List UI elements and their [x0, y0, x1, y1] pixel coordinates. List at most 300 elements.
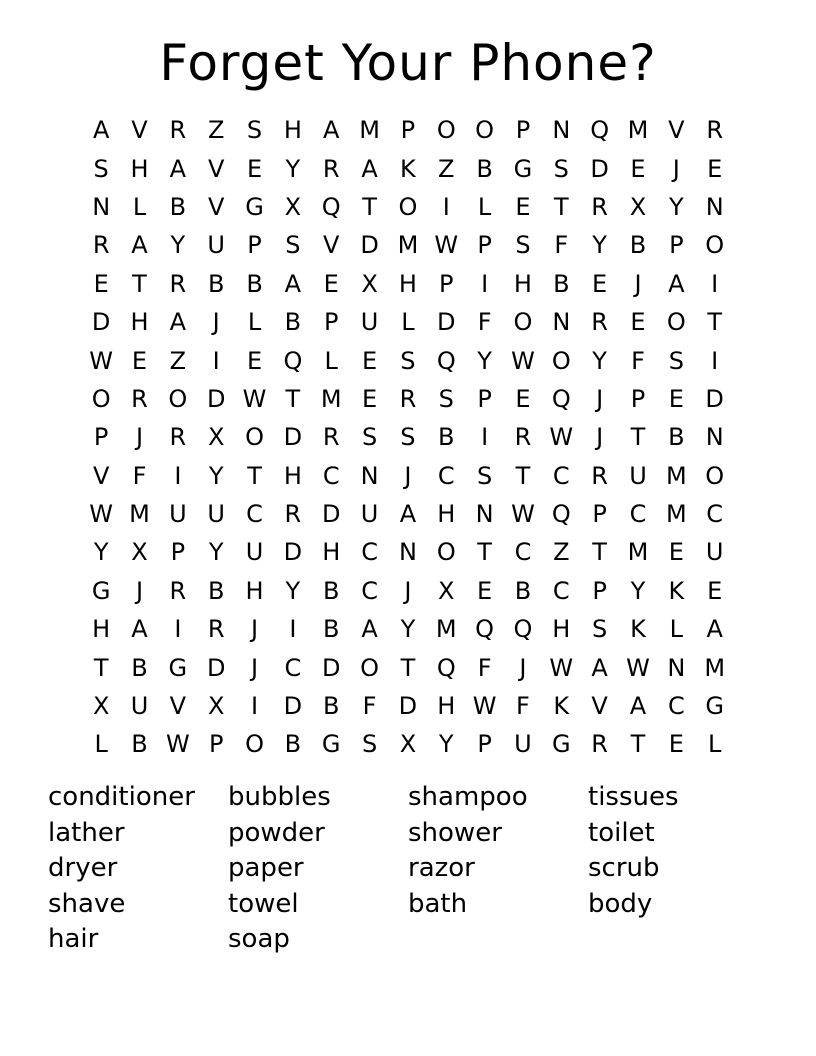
grid-cell[interactable]: A — [361, 154, 378, 183]
grid-cell[interactable]: A — [323, 116, 340, 145]
grid-cell[interactable]: J — [519, 653, 527, 682]
grid-cell[interactable]: R — [591, 192, 608, 221]
grid-cell[interactable]: O — [91, 384, 111, 413]
grid-cell[interactable]: M — [397, 231, 419, 260]
grid-cell[interactable]: D — [398, 692, 418, 721]
grid-cell[interactable]: O — [513, 308, 533, 337]
grid-cell[interactable]: X — [207, 692, 225, 721]
grid-cell[interactable]: Q — [475, 615, 495, 644]
grid-cell[interactable]: X — [438, 576, 455, 605]
grid-cell[interactable]: A — [399, 500, 417, 529]
grid-cell[interactable]: Y — [285, 154, 301, 183]
grid-cell[interactable]: D — [705, 384, 724, 413]
grid-row — [82, 687, 734, 725]
grid-cell[interactable]: L — [94, 730, 108, 759]
grid-cell[interactable]: N — [705, 192, 724, 221]
grid-cell[interactable]: H — [130, 154, 149, 183]
grid-cell[interactable]: U — [360, 500, 379, 529]
grid-cell[interactable]: S — [93, 154, 109, 183]
grid-cell[interactable]: X — [207, 423, 225, 452]
grid-cell[interactable]: H — [437, 692, 456, 721]
grid-cell[interactable]: A — [131, 231, 148, 260]
grid-cell[interactable]: V — [323, 231, 340, 260]
grid-cell[interactable]: R — [706, 116, 724, 145]
grid-cell[interactable]: Y — [438, 730, 454, 759]
grid-cell[interactable]: W — [89, 500, 114, 529]
word-column — [48, 780, 228, 958]
grid-cell[interactable]: U — [169, 500, 187, 529]
grid-cell[interactable]: U — [514, 730, 532, 759]
grid-cell[interactable]: B — [131, 653, 148, 682]
grid-cell[interactable]: S — [476, 461, 493, 490]
grid-cell[interactable]: S — [361, 423, 378, 452]
grid-row — [82, 188, 734, 226]
grid-cell[interactable]: S — [285, 231, 301, 260]
grid-cell[interactable]: Q — [283, 346, 303, 375]
grid-cell[interactable]: Y — [400, 615, 416, 644]
grid-cell[interactable]: D — [206, 653, 226, 682]
grid-cell[interactable]: K — [400, 154, 416, 183]
grid-cell[interactable]: Y — [208, 461, 224, 490]
grid-cell[interactable]: D — [590, 154, 609, 183]
grid-cell[interactable]: P — [323, 308, 339, 337]
grid-cell[interactable]: W — [626, 653, 650, 682]
grid-cell[interactable]: R — [169, 423, 187, 452]
grid-cell[interactable]: R — [169, 116, 187, 145]
grid-cell[interactable]: O — [360, 653, 380, 682]
grid-cell[interactable]: E — [323, 269, 339, 298]
word-item: razor — [408, 853, 475, 883]
grid-cell[interactable]: F — [477, 653, 492, 682]
grid-cell[interactable]: G — [551, 730, 571, 759]
grid-cell[interactable]: Q — [551, 384, 571, 413]
grid-cell[interactable]: H — [245, 576, 264, 605]
grid-cell[interactable]: O — [436, 116, 456, 145]
grid-cell[interactable]: S — [438, 384, 454, 413]
grid-cell[interactable]: E — [361, 346, 378, 375]
grid-cell[interactable]: T — [630, 730, 646, 759]
grid-cell[interactable]: H — [283, 116, 302, 145]
grid-cell[interactable]: U — [207, 500, 225, 529]
grid-cell[interactable]: S — [246, 116, 263, 145]
grid-cell[interactable]: P — [669, 231, 684, 260]
grid-cell[interactable]: P — [630, 384, 646, 413]
grid-cell[interactable]: A — [361, 615, 378, 644]
grid-cell[interactable]: A — [591, 653, 608, 682]
grid-cell[interactable]: R — [322, 154, 340, 183]
grid-cell[interactable]: N — [552, 308, 571, 337]
grid-cell[interactable]: N — [552, 116, 571, 145]
grid-cell[interactable]: T — [247, 461, 262, 490]
grid-cell[interactable]: R — [207, 615, 225, 644]
grid-cell[interactable]: G — [91, 576, 111, 605]
grid-cell[interactable]: U — [360, 308, 379, 337]
grid-cell[interactable]: W — [511, 346, 535, 375]
grid-cell[interactable]: P — [477, 730, 492, 759]
grid-cell[interactable]: G — [168, 653, 188, 682]
grid-cell[interactable]: Y — [93, 538, 109, 567]
grid-cell[interactable]: I — [711, 346, 719, 375]
grid-cell[interactable]: A — [169, 154, 187, 183]
grid-cell[interactable]: T — [515, 461, 531, 490]
grid-cell[interactable]: T — [400, 653, 416, 682]
grid-cell[interactable]: C — [667, 692, 685, 721]
grid-cell[interactable]: B — [131, 730, 148, 759]
grid-cell[interactable]: B — [668, 423, 685, 452]
grid-cell[interactable]: E — [361, 384, 378, 413]
grid-cell[interactable]: N — [92, 192, 111, 221]
word-item: dryer — [48, 853, 118, 883]
grid-cell[interactable]: P — [247, 231, 262, 260]
grid-cell[interactable]: O — [705, 231, 725, 260]
grid-cell[interactable]: Y — [208, 538, 224, 567]
grid-cell[interactable]: P — [477, 384, 492, 413]
grid-cell[interactable]: H — [322, 538, 341, 567]
grid-cell[interactable]: O — [436, 538, 456, 567]
grid-cell[interactable]: P — [208, 730, 224, 759]
grid-cell[interactable]: V — [169, 692, 187, 721]
grid-cell[interactable]: F — [631, 346, 645, 375]
grid-cell[interactable]: D — [91, 308, 111, 337]
grid-cell[interactable]: R — [169, 576, 187, 605]
grid-cell[interactable]: C — [246, 500, 263, 529]
grid-cell[interactable]: Y — [630, 576, 646, 605]
word-column — [588, 780, 768, 958]
grid-cell[interactable]: Y — [668, 192, 684, 221]
grid-cell[interactable]: U — [629, 461, 647, 490]
grid-cell[interactable]: K — [630, 615, 646, 644]
grid-cell[interactable]: I — [174, 461, 182, 490]
grid-cell[interactable]: B — [207, 576, 225, 605]
grid-cell[interactable]: P — [592, 500, 607, 529]
grid-cell[interactable]: A — [131, 615, 148, 644]
grid-cell[interactable]: Q — [436, 653, 456, 682]
grid-cell[interactable]: V — [92, 461, 110, 490]
grid-cell[interactable]: B — [476, 154, 493, 183]
grid-cell[interactable]: D — [321, 653, 341, 682]
word-item: towel — [228, 888, 299, 919]
grid-cell[interactable]: R — [284, 500, 302, 529]
grid-cell[interactable]: O — [245, 423, 264, 452]
grid-cell[interactable]: T — [93, 653, 109, 682]
grid-cell[interactable]: O — [398, 192, 418, 221]
grid-cell[interactable]: X — [361, 269, 378, 298]
grid-cell[interactable]: A — [284, 269, 302, 298]
grid-cell[interactable]: E — [668, 730, 684, 759]
grid-cell[interactable]: N — [360, 461, 379, 490]
grid-cell[interactable]: L — [132, 192, 147, 221]
grid-cell[interactable]: Z — [169, 346, 187, 375]
grid-cell[interactable]: C — [629, 500, 647, 529]
grid-cell[interactable]: M — [665, 461, 687, 490]
grid-cell[interactable]: E — [707, 154, 723, 183]
grid-cell[interactable]: N — [398, 538, 417, 567]
grid-cell[interactable]: L — [401, 308, 415, 337]
grid-cell[interactable]: I — [174, 615, 182, 644]
grid-cell[interactable]: R — [131, 384, 148, 413]
grid-cell[interactable]: S — [668, 346, 684, 375]
grid-cell[interactable]: R — [591, 461, 608, 490]
grid-cell[interactable]: X — [629, 192, 647, 221]
grid-cell[interactable]: E — [93, 269, 109, 298]
grid-cell[interactable]: X — [131, 538, 148, 567]
grid-cell[interactable]: T — [477, 538, 492, 567]
grid-cell[interactable]: M — [704, 653, 726, 682]
grid-cell[interactable]: L — [324, 346, 338, 375]
grid-cell[interactable]: E — [668, 538, 684, 567]
grid-cell[interactable]: D — [283, 692, 303, 721]
grid-cell[interactable]: E — [630, 308, 646, 337]
grid-cell[interactable]: B — [323, 576, 340, 605]
grid-cell[interactable]: O — [666, 308, 686, 337]
grid-cell[interactable]: F — [554, 231, 569, 260]
grid-cell[interactable]: M — [359, 116, 380, 145]
grid-cell[interactable]: S — [400, 346, 416, 375]
grid-cell[interactable]: T — [630, 423, 646, 452]
grid-cell[interactable]: P — [439, 269, 454, 298]
grid-cell[interactable]: B — [553, 269, 570, 298]
grid-row — [82, 303, 734, 341]
grid-cell[interactable]: V — [131, 116, 148, 145]
grid-cell[interactable]: I — [289, 615, 297, 644]
grid-cell[interactable]: Y — [592, 231, 607, 260]
grid-cell[interactable]: J — [596, 384, 604, 413]
grid-cell[interactable]: P — [400, 116, 416, 145]
grid-cell[interactable]: U — [245, 538, 264, 567]
grid-cell[interactable]: S — [592, 615, 608, 644]
grid-cell[interactable]: W — [549, 653, 574, 682]
grid-cell[interactable]: R — [322, 423, 340, 452]
grid-cell[interactable]: W — [165, 730, 190, 759]
grid-cell[interactable]: B — [323, 692, 340, 721]
grid-cell[interactable]: I — [212, 346, 220, 375]
grid-cell[interactable]: N — [667, 653, 686, 682]
grid-cell[interactable]: M — [627, 116, 649, 145]
grid-cell[interactable]: I — [481, 423, 489, 452]
grid-cell[interactable]: Z — [553, 538, 570, 567]
grid-cell[interactable]: H — [130, 308, 149, 337]
grid-cell[interactable]: H — [283, 461, 302, 490]
grid-cell[interactable]: F — [132, 461, 147, 490]
grid-cell[interactable]: G — [321, 730, 341, 759]
grid-cell[interactable]: R — [591, 308, 608, 337]
grid-cell[interactable]: W — [511, 500, 535, 529]
grid-cell[interactable]: A — [668, 269, 685, 298]
grid-cell[interactable]: N — [475, 500, 494, 529]
grid-cell[interactable]: X — [284, 192, 302, 221]
grid-cell[interactable]: U — [705, 538, 724, 567]
grid-cell[interactable]: G — [705, 692, 724, 721]
grid-cell[interactable]: C — [706, 500, 724, 529]
grid-cell[interactable]: A — [629, 692, 647, 721]
grid-cell[interactable]: E — [246, 346, 263, 375]
grid-cell[interactable]: L — [669, 615, 684, 644]
grid-cell[interactable]: D — [283, 423, 303, 452]
grid-cell[interactable]: T — [553, 192, 569, 221]
grid-cell[interactable]: B — [284, 308, 302, 337]
grid-cell[interactable]: J — [135, 576, 144, 605]
grid-cell[interactable]: S — [553, 154, 569, 183]
grid-cell[interactable]: H — [552, 615, 571, 644]
grid-cell[interactable]: J — [596, 423, 604, 452]
grid-cell[interactable]: H — [513, 269, 532, 298]
grid-cell[interactable]: C — [284, 653, 302, 682]
grid-cell[interactable]: B — [438, 423, 455, 452]
grid-cell[interactable]: V — [207, 192, 225, 221]
grid-cell[interactable]: E — [630, 154, 646, 183]
grid-cell[interactable]: J — [135, 423, 144, 452]
grid-cell[interactable]: M — [665, 500, 687, 529]
grid-cell[interactable]: A — [169, 308, 187, 337]
grid-cell[interactable]: R — [92, 231, 110, 260]
grid-cell[interactable]: E — [668, 384, 684, 413]
grid-cell[interactable]: T — [707, 308, 722, 337]
grid-cell[interactable]: Y — [477, 346, 492, 375]
grid-cell[interactable]: L — [477, 192, 492, 221]
grid-cell[interactable]: S — [400, 423, 416, 452]
grid-cell[interactable]: O — [245, 730, 264, 759]
grid-cell[interactable]: F — [516, 692, 530, 721]
grid-cell[interactable]: W — [472, 692, 497, 721]
grid-cell[interactable]: G — [513, 154, 533, 183]
word-item: lather — [48, 817, 125, 848]
grid-cell[interactable]: N — [705, 423, 724, 452]
grid-cell[interactable]: E — [131, 346, 148, 375]
grid-cell[interactable]: Y — [170, 231, 186, 260]
grid-cell[interactable]: D — [321, 500, 341, 529]
grid-cell[interactable]: I — [251, 692, 259, 721]
grid-cell[interactable]: J — [251, 653, 259, 682]
grid-cell[interactable]: G — [245, 192, 264, 221]
grid-cell[interactable]: K — [553, 692, 570, 721]
grid-cell[interactable]: Q — [551, 500, 571, 529]
grid-cell[interactable]: E — [515, 192, 531, 221]
grid-cell[interactable]: C — [361, 576, 378, 605]
grid-cell[interactable]: P — [170, 538, 186, 567]
grid-cell[interactable]: Q — [513, 615, 533, 644]
grid-cell[interactable]: W — [242, 384, 267, 413]
grid-cell[interactable]: P — [477, 231, 492, 260]
grid-cell[interactable]: H — [92, 615, 111, 644]
grid-cell[interactable]: K — [668, 576, 685, 605]
grid-cell[interactable]: O — [551, 346, 571, 375]
grid-cell[interactable]: I — [442, 192, 450, 221]
grid-cell[interactable]: U — [207, 231, 225, 260]
grid-cell[interactable]: W — [434, 231, 459, 260]
grid-cell[interactable]: J — [404, 461, 412, 490]
grid-cell[interactable]: S — [515, 231, 531, 260]
grid-cell[interactable]: R — [591, 730, 608, 759]
grid-cell[interactable]: J — [251, 615, 259, 644]
grid-cell[interactable]: L — [247, 308, 262, 337]
grid-cell[interactable]: D — [437, 308, 456, 337]
grid-cell[interactable]: Y — [592, 346, 607, 375]
grid-cell[interactable]: C — [514, 538, 532, 567]
grid-cell[interactable]: T — [132, 269, 147, 298]
grid-cell[interactable]: R — [169, 269, 187, 298]
grid-cell[interactable]: V — [207, 154, 225, 183]
grid-cell[interactable]: S — [361, 730, 378, 759]
grid-cell[interactable]: Z — [438, 154, 455, 183]
grid-cell[interactable]: M — [129, 500, 150, 529]
grid-cell[interactable]: P — [515, 116, 531, 145]
grid-cell[interactable]: Q — [321, 192, 341, 221]
grid-cell[interactable]: Q — [436, 346, 456, 375]
grid-cell[interactable]: E — [707, 576, 723, 605]
grid-cell[interactable]: U — [130, 692, 149, 721]
grid-cell[interactable]: C — [361, 538, 378, 567]
grid-cell[interactable]: P — [592, 576, 607, 605]
grid-row — [82, 149, 734, 187]
grid-cell[interactable]: R — [514, 423, 532, 452]
grid-cell[interactable]: E — [477, 576, 493, 605]
grid-cell[interactable]: W — [89, 346, 114, 375]
grid-cell[interactable]: J — [404, 576, 412, 605]
grid-cell[interactable]: M — [435, 615, 457, 644]
grid-cell[interactable]: B — [207, 269, 225, 298]
grid-cell[interactable]: A — [706, 615, 723, 644]
grid-cell[interactable]: F — [362, 692, 377, 721]
grid-cell[interactable]: B — [284, 730, 302, 759]
grid-cell[interactable]: I — [711, 269, 719, 298]
grid-cell[interactable]: T — [285, 384, 301, 413]
grid-cell[interactable]: Y — [285, 576, 301, 605]
grid-cell[interactable]: B — [246, 269, 263, 298]
grid-cell[interactable]: H — [437, 500, 456, 529]
grid-cell[interactable]: P — [93, 423, 109, 452]
grid-cell[interactable]: B — [169, 192, 187, 221]
grid-cell[interactable]: L — [707, 730, 722, 759]
grid-cell[interactable]: J — [634, 269, 642, 298]
grid-cell[interactable]: T — [592, 538, 607, 567]
grid-cell[interactable]: V — [591, 692, 608, 721]
grid-cell[interactable]: O — [705, 461, 725, 490]
grid-cell[interactable]: Z — [207, 116, 225, 145]
grid-cell[interactable]: C — [322, 461, 340, 490]
grid-row — [82, 226, 734, 264]
grid-cell[interactable]: Q — [590, 116, 610, 145]
grid-cell[interactable]: X — [92, 692, 110, 721]
grid-cell[interactable]: O — [475, 116, 495, 145]
grid-cell[interactable]: E — [515, 384, 531, 413]
grid-cell[interactable]: W — [549, 423, 574, 452]
grid-cell[interactable]: V — [668, 116, 685, 145]
grid-cell[interactable]: D — [283, 538, 303, 567]
grid-cell[interactable]: A — [92, 116, 110, 145]
grid-cell[interactable]: M — [320, 384, 342, 413]
grid-cell[interactable]: R — [399, 384, 417, 413]
grid-cell[interactable]: E — [592, 269, 608, 298]
grid-cell[interactable]: C — [552, 461, 570, 490]
grid-cell[interactable]: B — [323, 615, 340, 644]
grid-cell[interactable]: E — [246, 154, 263, 183]
grid-cell[interactable]: D — [360, 231, 379, 260]
grid-cell[interactable]: H — [398, 269, 417, 298]
grid-cell[interactable]: J — [672, 154, 680, 183]
grid-cell[interactable]: B — [514, 576, 532, 605]
grid-cell[interactable]: F — [477, 308, 492, 337]
grid-cell[interactable]: J — [212, 308, 220, 337]
grid-cell[interactable]: M — [627, 538, 649, 567]
grid-cell[interactable]: D — [206, 384, 226, 413]
grid-cell[interactable]: O — [168, 384, 188, 413]
grid-cell[interactable]: T — [362, 192, 377, 221]
grid-cell[interactable]: B — [629, 231, 647, 260]
grid-cell[interactable]: I — [481, 269, 489, 298]
grid-cell[interactable]: C — [552, 576, 570, 605]
grid-cell[interactable]: X — [399, 730, 417, 759]
grid-cell[interactable]: C — [437, 461, 455, 490]
